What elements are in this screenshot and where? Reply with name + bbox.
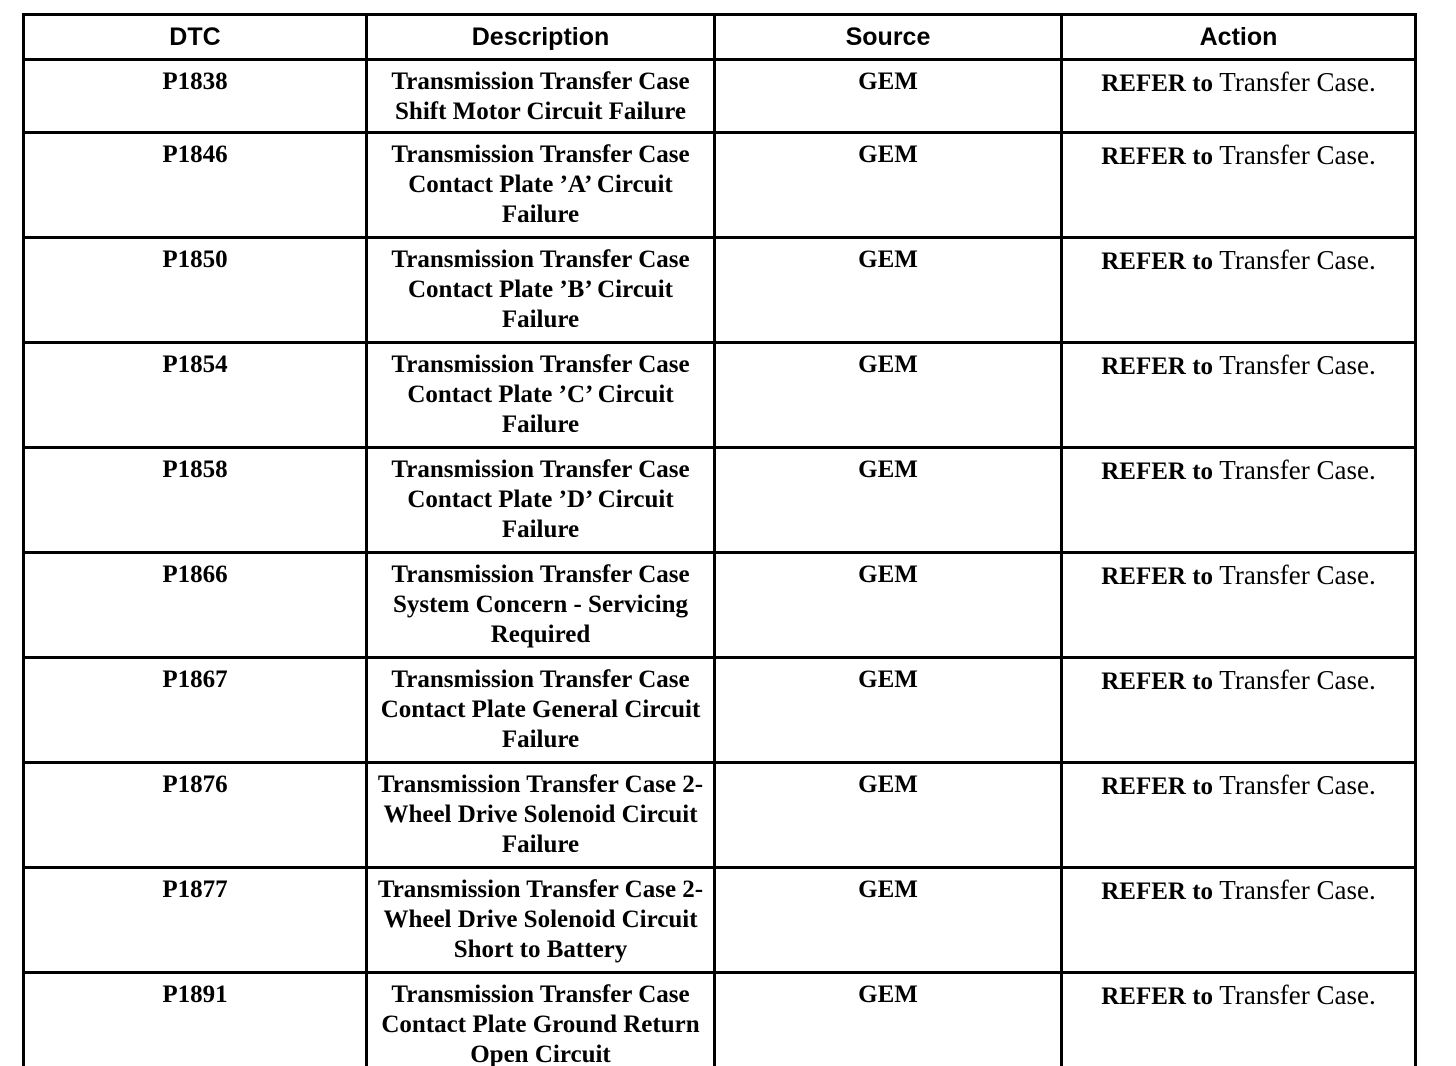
description-cell: Transmission Transfer Case Contact Plate ’B’ Circuit Failure <box>367 238 715 343</box>
table-row <box>24 448 1416 553</box>
action-target: Transfer Case. <box>1219 980 1376 1010</box>
dtc-cell: P1891 <box>24 973 367 1066</box>
action-refer: REFER to <box>1101 773 1214 800</box>
description-cell: Transmission Transfer Case Contact Plate General Circuit Failure <box>367 658 715 763</box>
dtc-cell: P1867 <box>24 658 367 763</box>
action-cell <box>1062 658 1416 763</box>
source-cell: GEM <box>715 973 1062 1066</box>
action-target: Transfer Case. <box>1219 770 1376 800</box>
source-cell: GEM <box>715 343 1062 448</box>
dtc-cell: P1854 <box>24 343 367 448</box>
source-cell: GEM <box>715 448 1062 553</box>
dtc-cell: P1866 <box>24 553 367 658</box>
action-refer: REFER to <box>1101 668 1214 695</box>
source-cell: GEM <box>715 763 1062 868</box>
description-cell: Transmission Transfer Case 2-Wheel Drive Solenoid Circuit Failure <box>367 763 715 868</box>
dtc-cell: P1850 <box>24 238 367 343</box>
action-cell <box>1062 133 1416 238</box>
header-action: Action <box>1062 15 1416 60</box>
description-cell: Transmission Transfer Case System Concern - Servicing Required <box>367 553 715 658</box>
table-row <box>24 763 1416 868</box>
action-refer: REFER to <box>1101 248 1214 275</box>
description-cell: Transmission Transfer Case Contact Plate ’A’ Circuit Failure <box>367 133 715 238</box>
action-cell <box>1062 238 1416 343</box>
action-cell <box>1062 868 1416 973</box>
action-cell <box>1062 553 1416 658</box>
source-cell: GEM <box>715 238 1062 343</box>
table-row <box>24 553 1416 658</box>
description-cell: Transmission Transfer Case Contact Plate ’D’ Circuit Failure <box>367 448 715 553</box>
action-cell <box>1062 343 1416 448</box>
table-row <box>24 238 1416 343</box>
description-cell: Transmission Transfer Case Contact Plate Ground Return Open Circuit <box>367 973 715 1066</box>
table-row <box>24 868 1416 973</box>
table-header-row <box>24 15 1416 60</box>
table-row <box>24 343 1416 448</box>
table-row <box>24 658 1416 763</box>
table-row <box>24 60 1416 133</box>
action-target: Transfer Case. <box>1219 665 1376 695</box>
action-refer: REFER to <box>1101 143 1214 170</box>
action-refer: REFER to <box>1101 353 1214 380</box>
table-row <box>24 133 1416 238</box>
action-cell <box>1062 973 1416 1066</box>
action-refer: REFER to <box>1101 563 1214 590</box>
action-target: Transfer Case. <box>1219 875 1376 905</box>
action-target: Transfer Case. <box>1219 350 1376 380</box>
action-target: Transfer Case. <box>1219 455 1376 485</box>
action-cell <box>1062 448 1416 553</box>
source-cell: GEM <box>715 553 1062 658</box>
action-target: Transfer Case. <box>1219 67 1376 97</box>
source-cell: GEM <box>715 868 1062 973</box>
header-source: Source <box>715 15 1062 60</box>
source-cell: GEM <box>715 658 1062 763</box>
dtc-cell: P1838 <box>24 60 367 133</box>
dtc-cell: P1876 <box>24 763 367 868</box>
source-cell: GEM <box>715 133 1062 238</box>
action-refer: REFER to <box>1101 458 1214 485</box>
action-target: Transfer Case. <box>1219 245 1376 275</box>
action-refer: REFER to <box>1101 878 1214 905</box>
action-refer: REFER to <box>1101 70 1214 97</box>
dtc-cell: P1877 <box>24 868 367 973</box>
table-row <box>24 973 1416 1066</box>
action-target: Transfer Case. <box>1219 560 1376 590</box>
action-refer: REFER to <box>1101 983 1214 1010</box>
dtc-table <box>22 13 1417 1066</box>
dtc-cell: P1846 <box>24 133 367 238</box>
action-cell <box>1062 60 1416 133</box>
description-cell: Transmission Transfer Case 2-Wheel Drive Solenoid Circuit Short to Battery <box>367 868 715 973</box>
description-cell: Transmission Transfer Case Shift Motor Circuit Failure <box>367 60 715 133</box>
source-cell: GEM <box>715 60 1062 133</box>
header-dtc: DTC <box>24 15 367 60</box>
action-target: Transfer Case. <box>1219 140 1376 170</box>
header-description: Description <box>367 15 715 60</box>
description-cell: Transmission Transfer Case Contact Plate ’C’ Circuit Failure <box>367 343 715 448</box>
dtc-cell: P1858 <box>24 448 367 553</box>
action-cell <box>1062 763 1416 868</box>
